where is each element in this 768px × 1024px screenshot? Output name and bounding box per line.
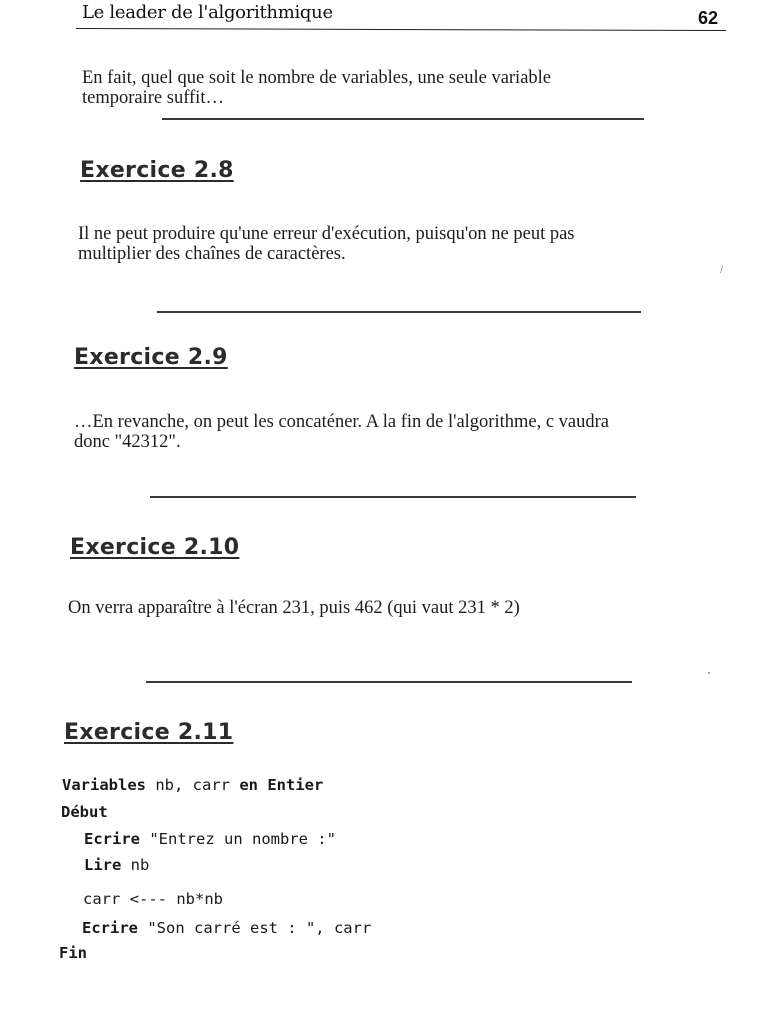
separator-line <box>157 311 641 313</box>
keyword-debut: Début <box>61 803 108 821</box>
code-lire-variable: nb <box>121 856 150 874</box>
intro-paragraph: En fait, quel que soit le nombre de variables, une seule variable temporaire suffit… <box>82 68 552 108</box>
code-ecrire-result-string: "Son carré est : ", carr <box>138 919 372 937</box>
exercise-2-8-answer: Il ne peut produire qu'une erreur d'exécution, puisqu'on ne peut pas multiplier des chaînes de caractères. <box>78 224 575 264</box>
separator-line <box>146 681 632 683</box>
exercise-2-10-heading: Exercice 2.10 <box>70 535 240 560</box>
exercise-2-8-heading: Exercice 2.8 <box>80 158 234 183</box>
keyword-ecrire: Ecrire <box>84 830 140 848</box>
code-line-ecrire-result <box>82 919 371 937</box>
keyword-variables: Variables <box>62 776 146 794</box>
separator-line <box>162 118 644 120</box>
margin-dot <box>708 672 710 674</box>
code-variables-names: nb, carr <box>146 776 240 794</box>
exercise-2-11-heading: Exercice 2.11 <box>64 720 234 745</box>
code-line-variables <box>62 776 323 794</box>
keyword-en: en <box>239 776 258 794</box>
code-line-fin <box>59 944 87 962</box>
header-rule <box>76 28 726 31</box>
code-ecrire-prompt-string: "Entrez un nombre :" <box>140 830 336 848</box>
keyword-lire: Lire <box>84 856 122 874</box>
running-header-title: Le leader de l'algorithmique <box>82 2 333 23</box>
keyword-fin: Fin <box>59 944 87 962</box>
exercise-2-10-answer: On verra apparaître à l'écran 231, puis 462 (qui vaut 231 * 2) <box>68 598 520 618</box>
keyword-entier: Entier <box>258 776 324 794</box>
keyword-ecrire: Ecrire <box>82 919 138 937</box>
margin-mark: / <box>720 262 724 276</box>
code-line-debut <box>61 803 108 821</box>
code-line-lire <box>84 856 149 874</box>
exercise-2-9-heading: Exercice 2.9 <box>74 345 228 370</box>
page-number: 62 <box>698 8 719 28</box>
code-line-assignment: carr <--- nb*nb <box>83 890 223 908</box>
code-line-ecrire-prompt <box>84 830 336 848</box>
separator-line <box>150 496 636 498</box>
exercise-2-9-answer: …En revanche, on peut les concaténer. A la fin de l'algorithme, c vaudra donc "42312". <box>74 412 610 452</box>
